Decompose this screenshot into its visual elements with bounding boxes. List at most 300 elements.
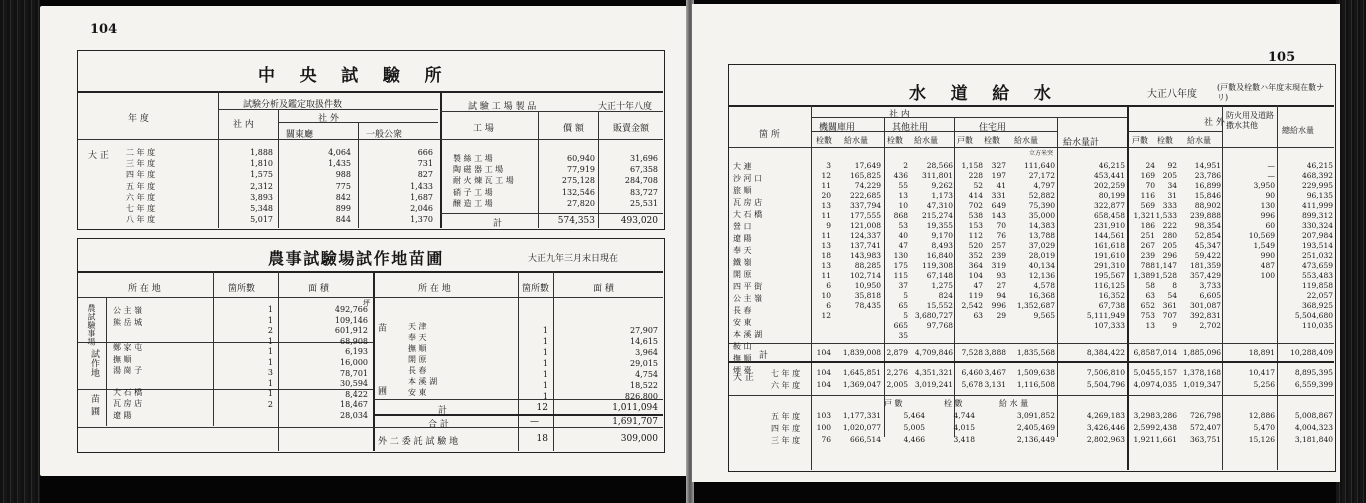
cell: 990: [1260, 251, 1275, 260]
place: 煙 臺: [733, 366, 752, 375]
h-taps: 栓數: [1157, 136, 1173, 145]
place: 鐵 嶺: [733, 258, 752, 267]
cell: 3,131: [984, 380, 1006, 389]
nouji-area-header-r: 面 積: [593, 284, 614, 294]
cell: 2,879: [886, 348, 908, 357]
cell: 205: [1162, 241, 1177, 250]
cell: 322,877: [1093, 201, 1125, 210]
cell: 2,005: [886, 380, 908, 389]
cell: 13,788: [1028, 231, 1055, 240]
water-title: 水 道 給 水: [909, 84, 1061, 104]
location: 長 春: [408, 366, 427, 375]
water-sum-label: 計: [759, 351, 769, 361]
year-row: 六 年 度: [126, 192, 156, 202]
cell: 18: [821, 251, 831, 260]
h-taps: 栓數: [816, 136, 832, 145]
cell: 20: [821, 191, 831, 200]
chuo-factory-products-header: 試 驗 工 場 製 品: [468, 102, 537, 112]
cell: 1,433: [410, 181, 433, 191]
cell: 45,347: [1194, 241, 1221, 250]
cell: 4,744: [953, 411, 975, 420]
cell: 16,840: [926, 251, 953, 260]
cell: 15,126: [1248, 435, 1275, 444]
cell: 47,310: [926, 201, 953, 210]
cell: 1,885,096: [1182, 348, 1221, 357]
cell: 1,528: [1155, 271, 1177, 280]
water-table: [728, 64, 1336, 472]
cell: —: [1267, 161, 1275, 170]
cell: 3,286: [1155, 411, 1177, 420]
chuo-sales-total: 493,020: [620, 216, 658, 226]
cell: 78,701: [340, 368, 368, 378]
cell: 2,599: [1133, 423, 1155, 432]
cell: 1,147: [1155, 261, 1177, 270]
water-col-grand: [1279, 161, 1333, 331]
cell: 13: [821, 201, 831, 210]
cell: 331: [991, 191, 1006, 200]
water-col-org-taps: [813, 161, 831, 321]
cell: 1,810: [250, 159, 273, 169]
cell: 88,285: [854, 261, 881, 270]
water-total-supply-header: 給水量計: [1063, 138, 1100, 148]
cell: 5,017: [250, 215, 273, 225]
location: 熊 岳 城: [113, 317, 143, 327]
water-outside-header: 社 外: [1204, 118, 1225, 128]
cell: 119,858: [1301, 281, 1333, 290]
place: 公 主 嶺: [733, 294, 763, 303]
cell: 301,087: [1189, 301, 1221, 310]
cell: 319: [991, 261, 1006, 270]
cell: 53: [898, 221, 908, 230]
h-qty: 給水量: [1014, 136, 1038, 145]
cell: 5,504,796: [1086, 380, 1125, 389]
cell: 29: [996, 311, 1006, 320]
cell: 31,696: [630, 154, 658, 163]
cell: 15,552: [926, 301, 953, 310]
cell: 116,125: [1093, 281, 1125, 290]
cell: 753: [1140, 311, 1155, 320]
cell: 4,578: [1033, 281, 1055, 290]
place: 安 東: [733, 318, 752, 327]
cell: 14,383: [1028, 221, 1055, 230]
cell: 68,908: [340, 336, 368, 346]
page-number-right: 105: [1268, 50, 1296, 65]
water-col-h-taps: [982, 161, 1006, 321]
cell: 205: [1162, 171, 1177, 180]
cell: 13: [821, 241, 831, 250]
cell: 22,057: [1306, 291, 1333, 300]
cell: 4,035: [1155, 380, 1177, 389]
cell: 257: [991, 241, 1006, 250]
cell: 121,008: [849, 221, 881, 230]
cell: 67,738: [1098, 301, 1125, 310]
cell: 4,754: [635, 370, 658, 379]
cell: 37,029: [1028, 241, 1055, 250]
cell: 7,014: [1155, 348, 1177, 357]
cell: 601,912: [334, 326, 368, 336]
location: 天 津: [408, 322, 427, 331]
cell: 1,575: [250, 170, 273, 180]
cell: 31: [1167, 191, 1177, 200]
page-number-left: 104: [90, 22, 118, 37]
cell: 1,275: [931, 281, 953, 290]
cell: 5: [903, 291, 908, 300]
cell: 195,567: [1093, 271, 1125, 280]
cell: 3,680,727: [914, 311, 953, 320]
cell: 1: [267, 305, 273, 314]
cell: 19,355: [926, 221, 953, 230]
cell: 4,466: [903, 435, 925, 444]
chuo-inside-header: 社 内: [233, 120, 254, 130]
cell: 569: [1140, 201, 1155, 210]
nouji-count-header-r: 箇所數: [522, 284, 550, 294]
cell: 4,269,183: [1086, 411, 1125, 420]
cell: 5,008,867: [1294, 411, 1333, 420]
water-col-oth-taps: [886, 161, 908, 341]
cell: 572,407: [1189, 423, 1221, 432]
place: 旅 順: [733, 186, 752, 195]
factory-name: 醸 造 工 場: [453, 198, 493, 208]
cell: 96,135: [1306, 191, 1333, 200]
cell: 228: [968, 171, 983, 180]
cell: 5,256: [1253, 380, 1275, 389]
factory-name: 硝 子 工 場: [453, 187, 493, 197]
cell: 215,274: [921, 211, 953, 220]
cell: 137,741: [849, 241, 881, 250]
cell: 1: [267, 357, 273, 367]
cell: 3,426,446: [1086, 423, 1125, 432]
cell: 25,531: [630, 198, 658, 208]
cell: 13: [821, 261, 831, 270]
nouji-total: 1,691,707: [612, 417, 658, 427]
water-era: 大 正: [733, 373, 754, 383]
cell: 1,019,347: [1182, 380, 1221, 389]
year-row: 四 年 度: [126, 170, 156, 180]
nouji-locations-right: [408, 321, 437, 398]
cell: 100: [1260, 271, 1275, 280]
nouji-total-label: 合 計: [428, 420, 449, 430]
water-org-header: 機關庫用: [819, 123, 856, 133]
cell: 2,405,469: [1016, 423, 1055, 432]
cell: 18,522: [630, 381, 658, 390]
location: 遼 陽: [113, 410, 132, 420]
cell: 4,004,323: [1294, 423, 1333, 432]
cell: 1,921: [1133, 435, 1155, 444]
cell: 239: [991, 251, 1006, 260]
nouji-area-header: 面 積: [308, 284, 329, 294]
cell: 775: [335, 181, 351, 191]
cell: 112: [968, 231, 983, 240]
nouji-sum-count-r: 12: [536, 403, 548, 413]
cell: 130: [1260, 201, 1275, 210]
cell: 666,514: [849, 435, 881, 444]
cell: 492,766: [334, 305, 368, 314]
cell: 3,181,840: [1294, 435, 1333, 444]
cell: 357,429: [1189, 271, 1221, 280]
cell: 17,649: [854, 161, 881, 170]
sub-taps-header: 栓 數: [944, 399, 963, 408]
cell: 63: [973, 311, 983, 320]
cell: 132,546: [561, 187, 595, 197]
cell: 10,417: [1248, 368, 1275, 377]
cell: 1,158: [961, 161, 983, 170]
cell: 13: [898, 191, 908, 200]
cell: 165,825: [849, 171, 881, 180]
cell: 4,097: [1133, 380, 1155, 389]
cell: 104: [816, 368, 831, 377]
cell: 1: [542, 337, 548, 346]
nouji-table: [77, 238, 665, 453]
nouji-outside-count: 18: [536, 434, 548, 444]
water-other-header: 其他社用: [892, 123, 929, 133]
cell: 538: [968, 211, 983, 220]
chuo-total-label: 計: [493, 219, 503, 229]
location: 本 溪 湖: [408, 377, 438, 386]
cell: 181,359: [1189, 261, 1221, 270]
factory-name: 製 絲 工 場: [453, 154, 493, 163]
cell: 18,467: [340, 400, 368, 410]
cell: 3,950: [1253, 181, 1275, 190]
cell: 824: [938, 291, 953, 300]
year-row: 五 年 度: [771, 412, 801, 421]
cell: 1,661: [1155, 435, 1177, 444]
h-taps: 栓數: [984, 136, 1000, 145]
cell: 3,888: [984, 348, 1006, 357]
cell: 6,605: [1199, 291, 1221, 300]
cell: 726,798: [1189, 411, 1221, 420]
cell: 1,533: [1155, 211, 1177, 220]
cell: 35,000: [1028, 211, 1055, 220]
nouji-areas-right: [578, 325, 658, 402]
year-row: 二 年 度: [126, 148, 156, 157]
cell: 76: [996, 231, 1006, 240]
cell: 92: [1167, 161, 1177, 170]
cell: 10,950: [854, 281, 881, 290]
cell: 177,555: [849, 211, 881, 220]
cell: 2,542: [961, 301, 983, 310]
year-row: 四 年 度: [771, 424, 801, 433]
cell: 46,215: [1306, 161, 1333, 170]
cell: 1,835,568: [1016, 348, 1055, 357]
cell: 337,794: [849, 201, 881, 210]
cell: 5,045: [1133, 368, 1155, 377]
cell: 1: [267, 389, 273, 398]
cell: 280: [1162, 231, 1177, 240]
h-fire: 防火用及道路撒水其他: [1226, 111, 1274, 130]
nouji-group-2: 試作地: [89, 349, 99, 378]
cell: 2: [267, 326, 273, 335]
water-places: [733, 161, 762, 377]
cell: 1: [542, 348, 548, 357]
water-note: (戸數及栓數ハ年度末現在數ナリ): [1217, 83, 1325, 102]
cell: 10,569: [1248, 231, 1275, 240]
cell: 1,116,508: [1016, 380, 1055, 389]
cell: 12: [821, 311, 831, 320]
cell: 899: [335, 204, 351, 214]
cell: 11: [821, 181, 831, 190]
book-spine-left: [0, 0, 40, 503]
cell: 487: [1260, 261, 1275, 270]
nouji-group-4: 圃: [378, 387, 388, 397]
cell: 1,370: [410, 215, 433, 225]
cell: 222,685: [849, 191, 881, 200]
nouji-sum-area-r: 1,011,094: [612, 403, 658, 413]
cell: 3: [267, 368, 273, 377]
cell: 58: [1145, 281, 1155, 290]
cell: 520: [968, 241, 983, 250]
cell: 144,561: [1093, 231, 1125, 240]
cell: 169: [1140, 171, 1155, 180]
cell: 436: [893, 171, 908, 180]
nouji-sum-label-r: 計: [438, 406, 448, 416]
cell: 4,797: [1033, 181, 1055, 190]
location: 撫 順: [113, 354, 132, 364]
chuo-factory-date: 大正十年八度: [598, 102, 653, 112]
cell: 222: [1162, 221, 1177, 230]
cell: 666: [417, 148, 433, 157]
water-col-h-houses: [955, 161, 983, 321]
area-unit: 坪: [363, 299, 370, 307]
nouji-location-header-r: 所 在 地: [418, 284, 451, 294]
cell: 229,995: [1301, 181, 1333, 190]
cell: 153: [968, 221, 983, 230]
h-qty: 給水量: [914, 136, 938, 145]
cell: 143,983: [849, 251, 881, 260]
cell: 9,170: [931, 231, 953, 240]
cell: 1,549: [1253, 241, 1275, 250]
cell: 119: [968, 291, 983, 300]
cell: 5: [903, 311, 908, 320]
cell: 827: [417, 170, 433, 180]
cell: 24: [1145, 161, 1155, 170]
cell: 70: [1145, 181, 1155, 190]
cell: 8,422: [345, 389, 368, 399]
nouji-title: 農事試驗場試作地苗圃: [268, 249, 445, 268]
cell: 11: [821, 211, 831, 220]
cell: 996: [1260, 211, 1275, 220]
cell: 16,352: [1098, 291, 1125, 300]
cell: 78,435: [854, 301, 881, 310]
cell: 83,727: [630, 187, 658, 197]
cell: 275,128: [561, 176, 595, 186]
cell: 702: [968, 201, 983, 210]
cell: 5,005: [903, 423, 925, 432]
place: 大 石 橋: [733, 210, 763, 219]
water-inside-header: 社 内: [889, 110, 910, 120]
cell: 110,035: [1301, 321, 1333, 330]
place: 營 口: [733, 222, 752, 231]
water-col-out-houses: [1129, 161, 1155, 331]
cell: 75,390: [1028, 201, 1055, 210]
cell: 1: [267, 347, 273, 356]
chuo-price-col: [540, 153, 595, 209]
cell: 12,886: [1248, 411, 1275, 420]
cell: 13: [1145, 321, 1155, 330]
cell: 2: [267, 399, 273, 409]
cell: 411,999: [1301, 201, 1333, 210]
cell: 93: [996, 271, 1006, 280]
cell: 76: [821, 435, 831, 444]
chuo-price-header: 價 額: [563, 124, 584, 134]
nouji-counts-right: [526, 325, 548, 402]
cell: 1,389: [1133, 271, 1155, 280]
nouji-group-3b: 苗: [378, 324, 388, 334]
cell: 15,846: [1194, 191, 1221, 200]
cell: 3,418: [953, 435, 975, 444]
sub-houses-header: 戸 數: [884, 399, 903, 408]
h-qty: 給水量: [844, 136, 868, 145]
cell: 2,136,449: [1016, 435, 1055, 444]
cell: 1: [542, 392, 548, 401]
cell: 28,034: [340, 410, 368, 420]
cell: 1,352,687: [1016, 301, 1055, 310]
cell: 1: [542, 359, 548, 368]
cell: 5,111,949: [1086, 311, 1125, 320]
place: 瓦 房 店: [733, 198, 763, 207]
cell: 296: [1162, 251, 1177, 260]
cell: 8,493: [931, 241, 953, 250]
place: 長 春: [733, 306, 752, 315]
nouji-group-1: 農試驗事場: [87, 304, 96, 346]
nouji-locations-left: [113, 305, 142, 421]
cell: 193,514: [1301, 241, 1333, 250]
h-houses: 戸數: [1132, 136, 1148, 145]
cell: 6: [826, 281, 831, 290]
cell: 65: [898, 301, 908, 310]
cell: 392,831: [1189, 311, 1221, 320]
cell: 35: [898, 331, 908, 340]
water-col-oth-qty: [907, 161, 953, 331]
cell: 652: [1140, 301, 1155, 310]
cell: 59,422: [1194, 251, 1221, 260]
cell: 2,276: [886, 368, 908, 377]
cell: 109,146: [334, 315, 368, 325]
nouji-outside-area: 309,000: [620, 434, 658, 444]
h-grand: 總給水量: [1282, 126, 1314, 135]
place: 開 原: [733, 270, 752, 279]
cell: 11: [821, 271, 831, 280]
cell: 197: [991, 171, 1006, 180]
right-page: [692, 4, 1340, 482]
chuo-kanto-col: [296, 147, 351, 225]
chuo-factories-col: [453, 153, 514, 209]
cell: —: [1267, 171, 1275, 180]
cell: 3,298: [1133, 411, 1155, 420]
cell: 7,528: [961, 348, 983, 357]
cell: 5,504,680: [1294, 311, 1333, 320]
cell: 3,893: [250, 192, 273, 202]
cell: 52,854: [1194, 231, 1221, 240]
cell: 37: [898, 281, 908, 290]
cell: 3,019,241: [914, 380, 953, 389]
cell: 3,467: [984, 368, 1006, 377]
place: 四 平 街: [733, 282, 763, 291]
cell: 3,091,852: [1016, 411, 1055, 420]
cell: 9: [1172, 321, 1177, 330]
place: 本 溪 湖: [733, 330, 763, 339]
water-col-fire: [1223, 161, 1275, 281]
cell: 988: [335, 170, 351, 180]
cell: 60: [1265, 221, 1275, 230]
cell: 143: [991, 211, 1006, 220]
cell: 284,708: [624, 176, 658, 186]
nouji-location-header: 所 在 地: [128, 284, 161, 294]
cell: 6,193: [345, 347, 368, 357]
cell: 116: [1140, 191, 1155, 200]
cell: 8: [1172, 281, 1177, 290]
cell: 12,136: [1028, 271, 1055, 280]
factory-name: 陶 磁 器 工 場: [453, 165, 504, 175]
